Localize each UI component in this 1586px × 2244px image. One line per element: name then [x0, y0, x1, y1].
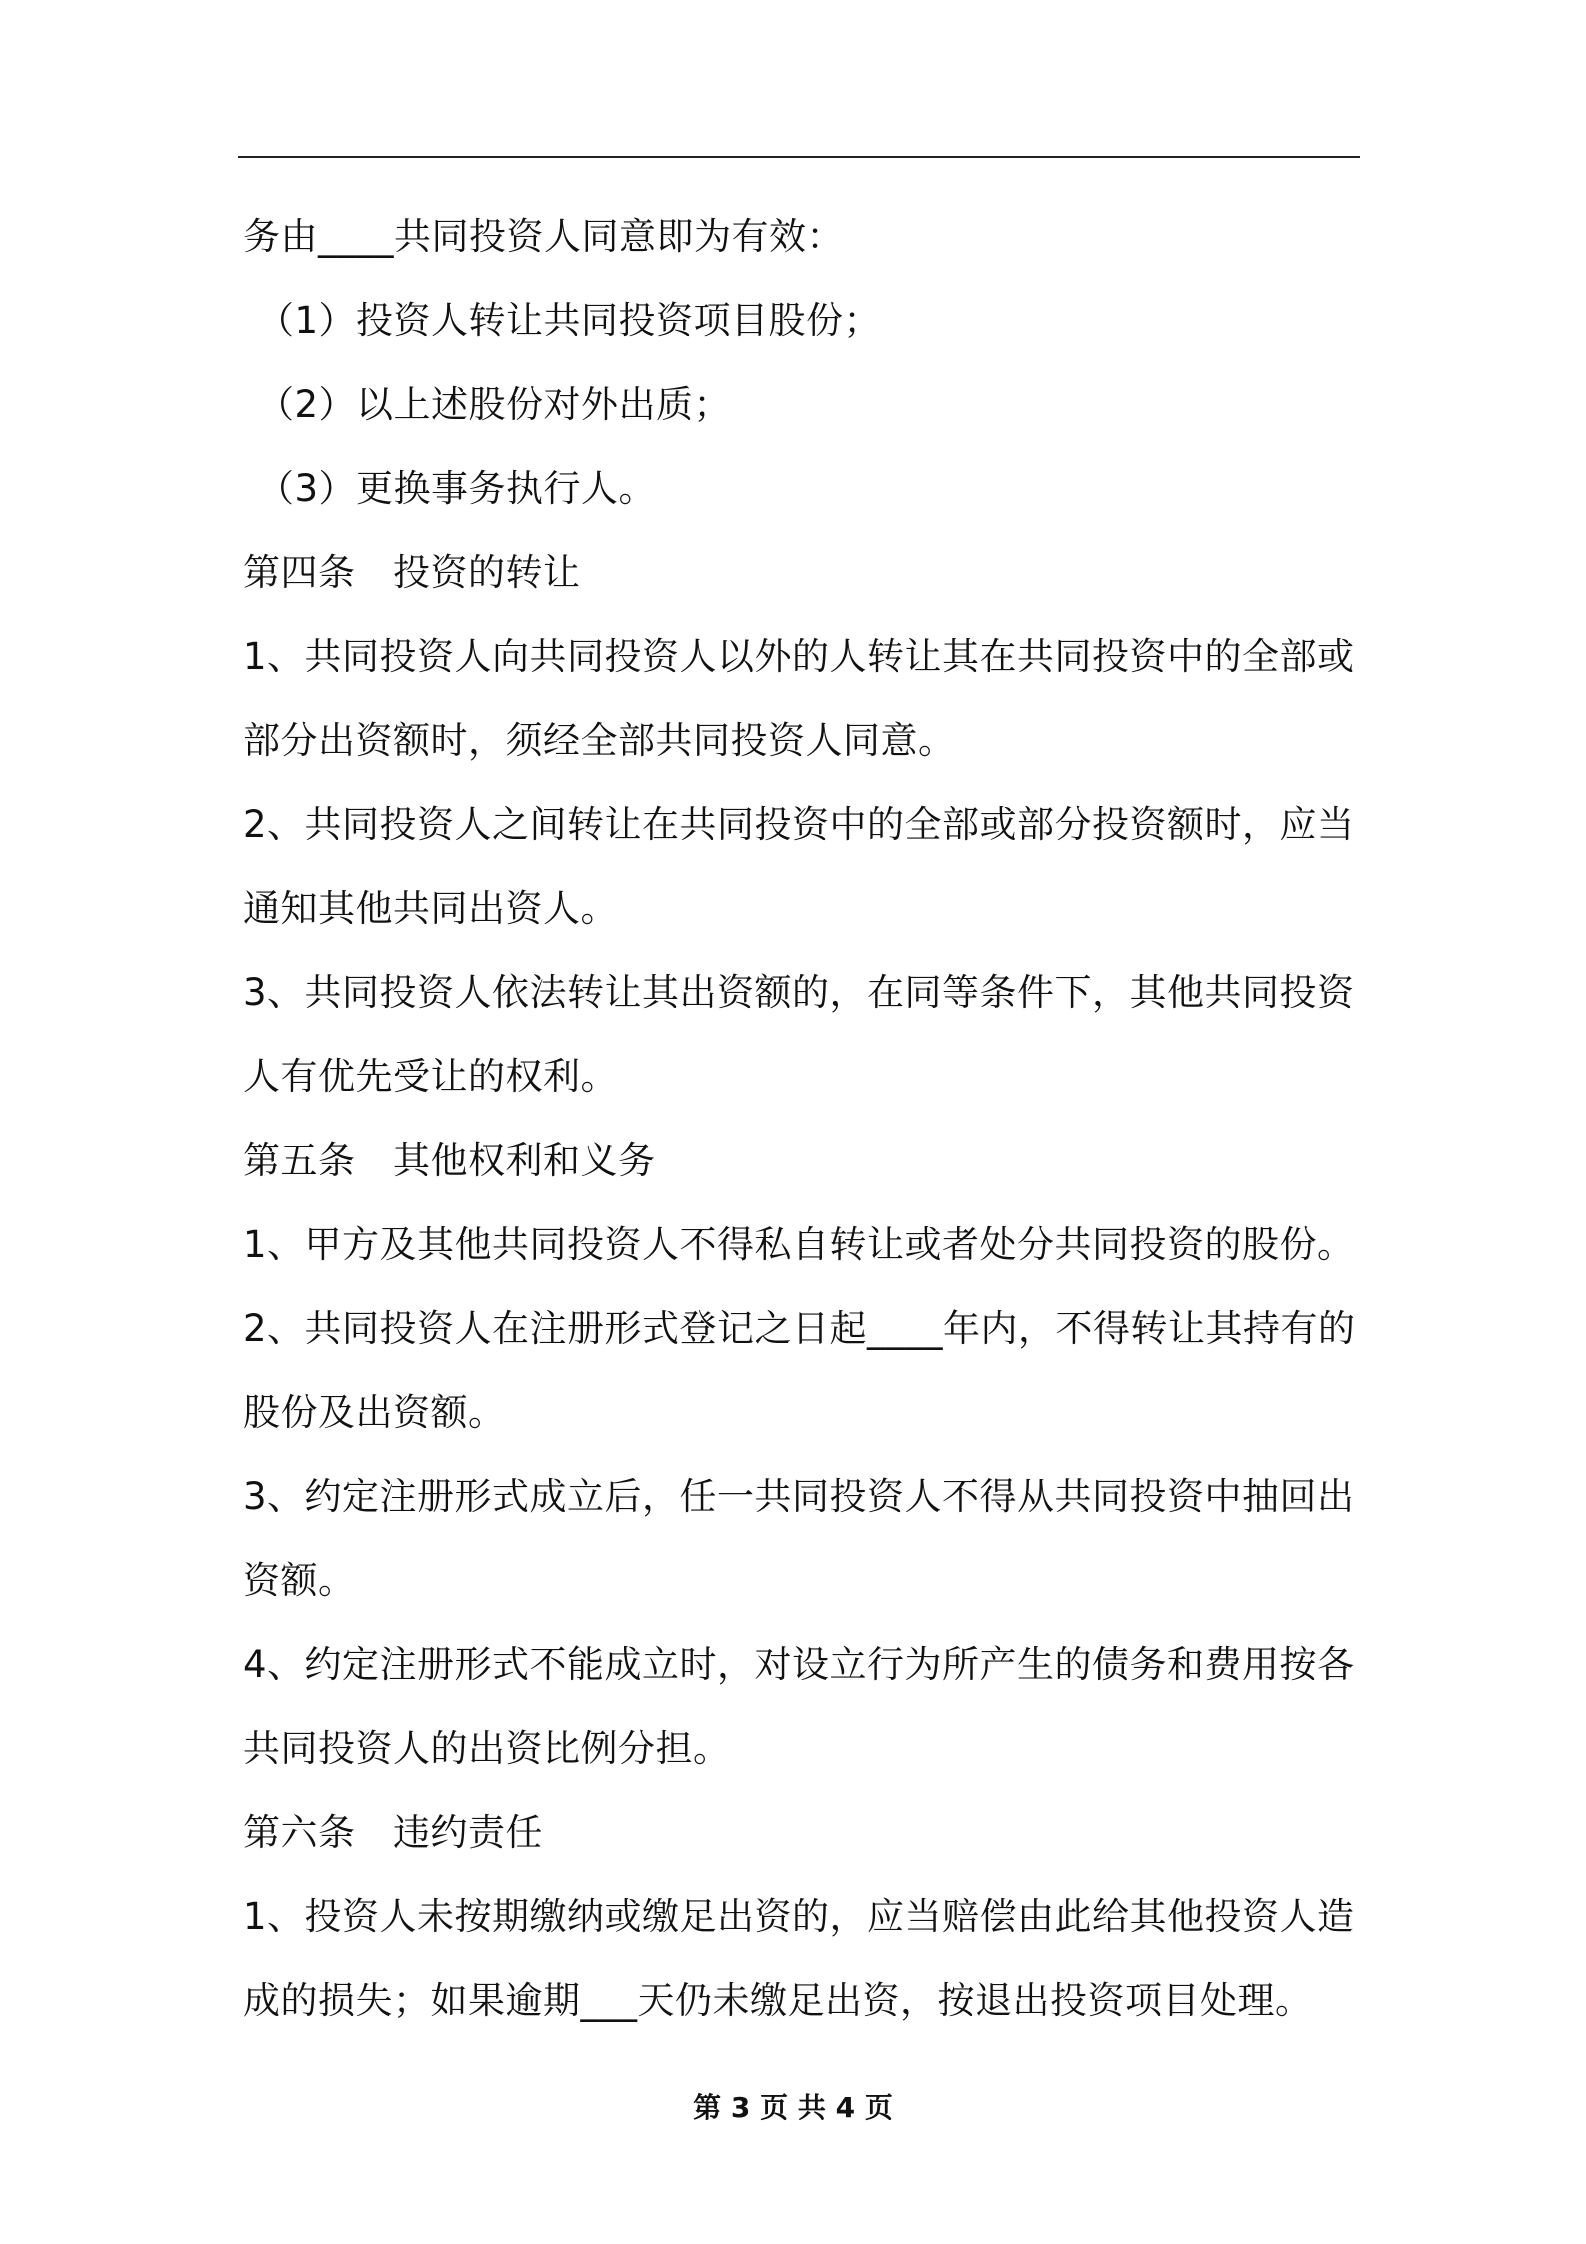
list-item: （1）投资人转让共同投资项目股份；	[257, 299, 882, 342]
text-line: 股份及出资额。	[243, 1391, 506, 1434]
list-item: （2）以上述股份对外出质；	[257, 383, 732, 426]
text-line: 共同投资人的出资比例分担。	[243, 1727, 731, 1770]
text-line: 1、投资人未按期缴纳或缴足出资的，应当赔偿由此给其他投资人造	[243, 1895, 1355, 1938]
text-line: 1、共同投资人向共同投资人以外的人转让其在共同投资中的全部或	[243, 635, 1355, 678]
document-body	[243, 195, 1360, 2043]
text-line: 3、共同投资人依法转让其出资额的，在同等条件下，其他共同投资	[243, 971, 1355, 1014]
article-heading: 第四条 投资的转让	[243, 551, 581, 594]
article-heading: 第五条 其他权利和义务	[243, 1139, 656, 1182]
text-line: 3、约定注册形式成立后，任一共同投资人不得从共同投资中抽回出	[243, 1475, 1355, 1518]
text-line: 人有优先受让的权利。	[243, 1055, 618, 1098]
page-number-label: 第 3 页 共 4 页	[693, 2091, 893, 2124]
text-line: 2、共同投资人在注册形式登记之日起____年内，不得转让其持有的	[243, 1307, 1356, 1350]
header-rule	[238, 156, 1360, 158]
text-line: 通知其他共同出资人。	[243, 887, 618, 930]
text-line: 4、约定注册形式不能成立时，对设立行为所产生的债务和费用按各	[243, 1643, 1355, 1686]
page-footer	[0, 2088, 1586, 2128]
text-line: 务由____共同投资人同意即为有效：	[243, 215, 844, 258]
text-line: 2、共同投资人之间转让在共同投资中的全部或部分投资额时，应当	[243, 803, 1355, 846]
text-line: 成的损失；如果逾期___天仍未缴足出资，按退出投资项目处理。	[243, 1979, 1313, 2022]
text-line: 资额。	[243, 1559, 356, 1602]
text-line: 部分出资额时，须经全部共同投资人同意。	[243, 719, 956, 762]
article-heading: 第六条 违约责任	[243, 1811, 543, 1854]
text-line: 1、甲方及其他共同投资人不得私自转让或者处分共同投资的股份。	[243, 1223, 1355, 1266]
list-item: （3）更换事务执行人。	[257, 467, 657, 510]
